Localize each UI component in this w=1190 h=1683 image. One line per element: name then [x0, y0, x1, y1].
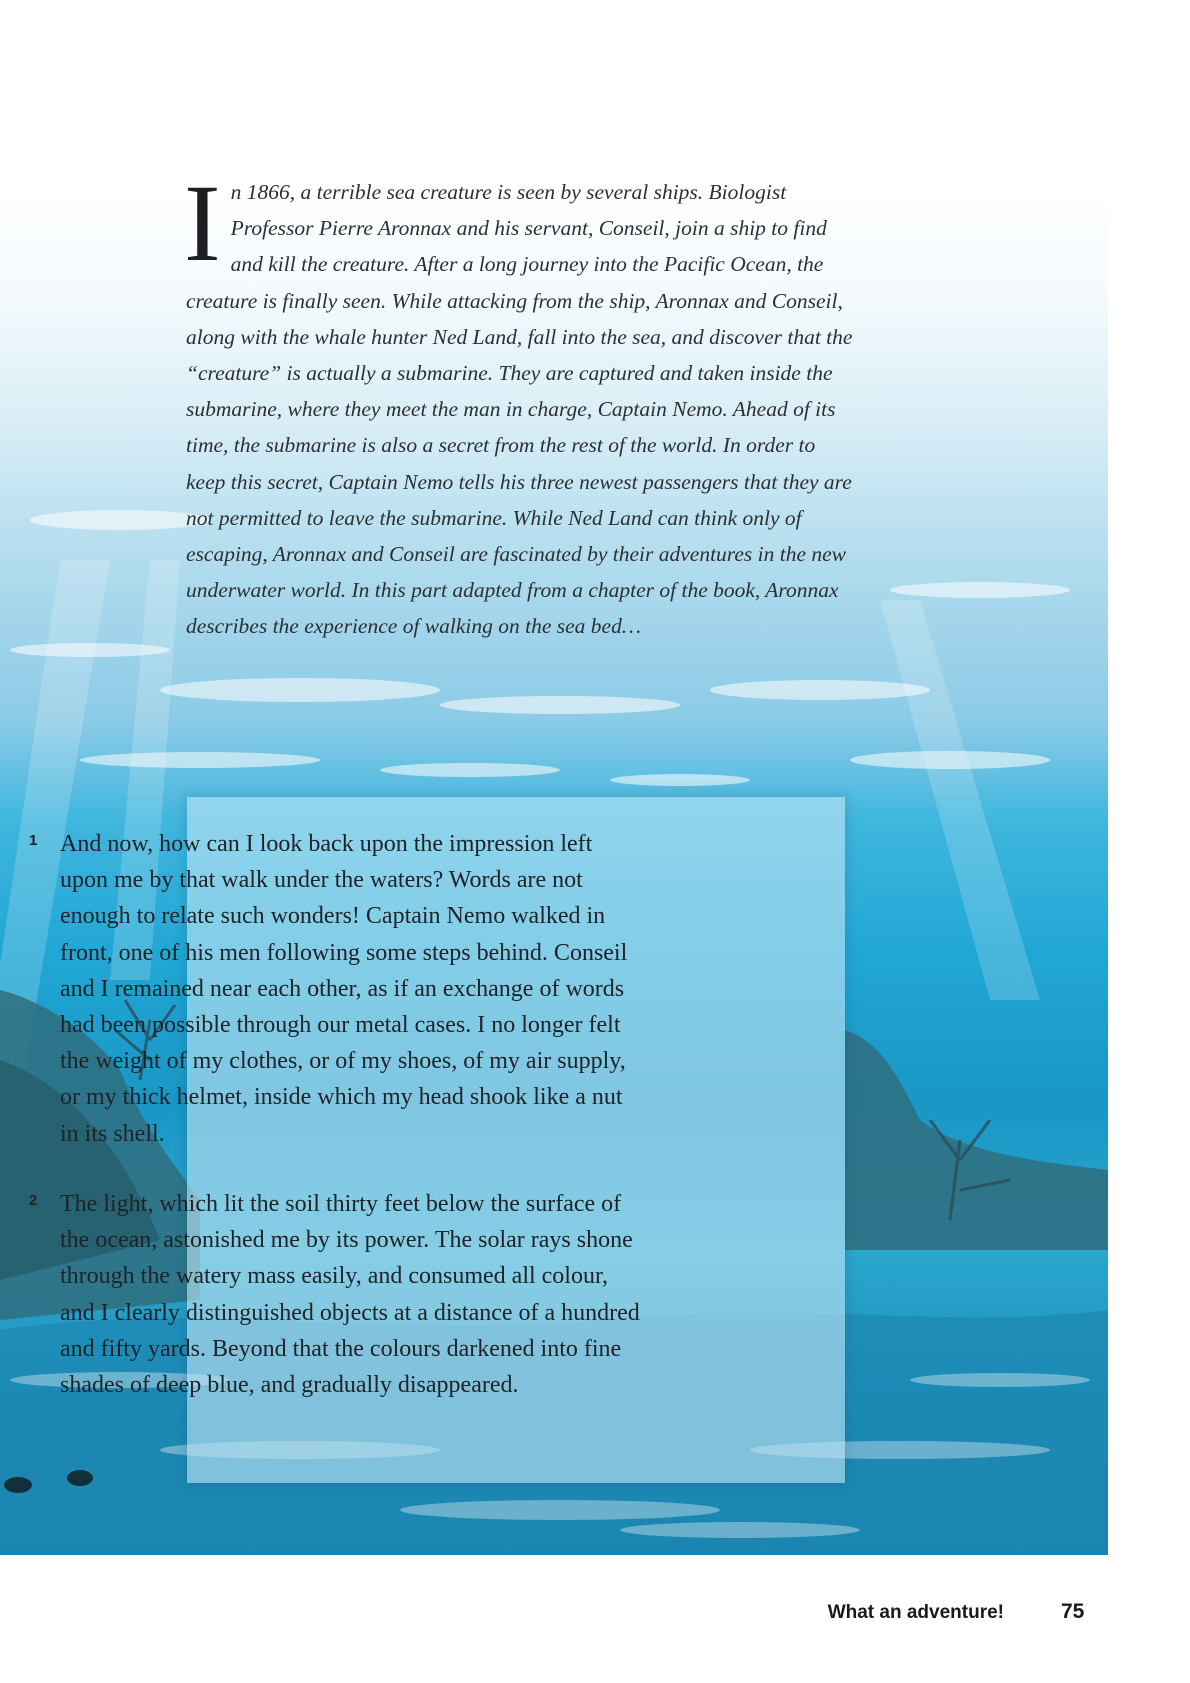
paragraph-text: The light, which lit the soil thirty feet below the surface of the ocean, astonished me by its power. The solar rays shone through the watery mass easily, and consumed all colour, and I clearly distinguished objects at a distance of a hundred and fifty yards. Beyond that the colours darkened into fine shades of deep blue, and gradually disappeared. — [60, 1191, 640, 1399]
paragraph-text: And now, how can I look back upon the impression left upon me by that walk under the waters? Words are not enough to relate such wonders! Captain Nemo walked in front, one of his men following some steps behind. Conseil and I remained near each other, as if an exchange of words had been possible through our metal cases. I no longer felt the weight of my clothes, or of my shoes, of my air supply, or my thick helmet, inside which my head shook like a nut in its shell. — [60, 831, 628, 1147]
intro-text: n 1866, a terrible sea creature is seen by several ships. Biologist Professor Pierre Aronnax and his servant, Conseil, join a ship to find and kill the creature. After a long journey into the Pacific Ocean, the creature is finally seen. While attacking from the ship, Aronnax and Conseil, along with the whale hunter Ned Land, fall into the sea, and discover that the “creature” is actually a submarine. They are captured and taken inside the submarine, where they meet the man in charge, Captain Nemo. Ahead of its time, the submarine is also a secret from the rest of the world. In order to keep this secret, Captain Nemo tells his three newest passengers that they are not permitted to leave the submarine. While Ned Land can think only of escaping, Aronnax and Conseil are fascinated by their adventures in the new underwater world. In this part adapted from a chapter of the book, Aronnax describes the experience of walking on the sea bed… — [186, 180, 853, 639]
intro-paragraph — [184, 162, 858, 645]
paragraph-number: 2 — [29, 1192, 38, 1209]
footer-page-number: 75 — [1061, 1600, 1085, 1623]
drop-cap: I — [184, 162, 221, 284]
footer-chapter-title: What an adventure! — [827, 1602, 1004, 1623]
paragraph-number: 1 — [29, 832, 38, 849]
